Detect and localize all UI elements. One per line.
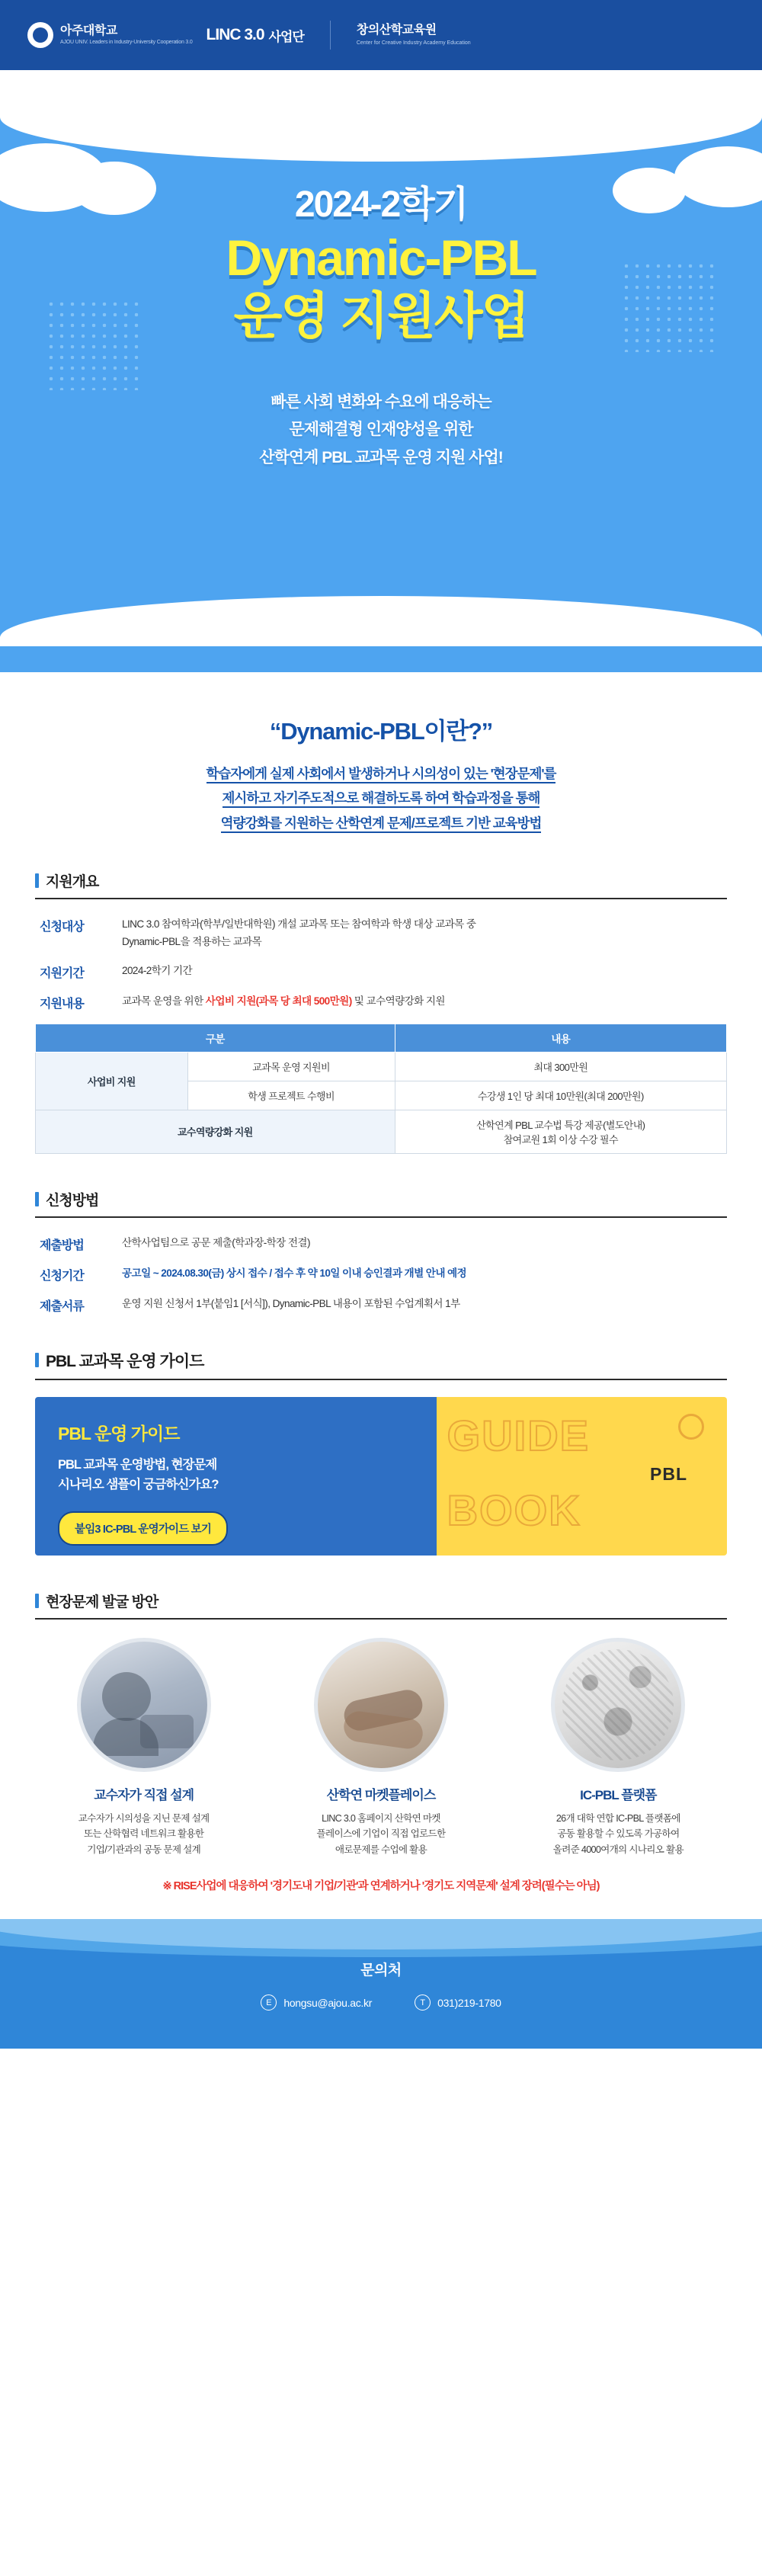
ajou-logo <box>27 22 193 48</box>
footer-email[interactable] <box>261 1994 372 2010</box>
guidebook-word-guide: GUIDE <box>447 1411 590 1459</box>
linc-logo <box>207 26 304 45</box>
table-cell-item-operation: 교과목 운영 지원비 <box>187 1052 395 1081</box>
section-bar-icon <box>35 873 39 888</box>
linc-mark: LINC 3.0 <box>206 26 264 43</box>
apply-row <box>40 1235 727 1253</box>
lightbulb-icon <box>678 1414 704 1440</box>
overview-value-period: 2024-2학기 기간 <box>122 964 193 976</box>
case-card-desc-line3: 올려준 4000여개의 시나리오 활용 <box>552 1844 684 1855</box>
overview-value-target <box>122 916 475 950</box>
guide-desc-line2: 시나리오 샘플이 궁금하신가요? <box>58 1477 219 1491</box>
definition-block <box>35 712 727 835</box>
section-heading-apply <box>35 1189 727 1218</box>
hero-bottom-strip <box>0 646 762 672</box>
overview-target-line1: LINC 3.0 참여학과(학부/일반대학원) 개설 교과목 또는 참여학과 학생 대상 교과목 중 <box>122 918 476 931</box>
apply-value-documents: 운영 지원 신청서 1부(붙임1 [서식]), Dynamic-PBL 내용이 포함된 수업계획서 1부 <box>122 1297 460 1309</box>
definition-line3: 역량강화를 지원하는 산학연계 문제/프로젝트 기반 교육방법 <box>221 815 542 833</box>
apply-row <box>40 1265 727 1283</box>
overview-label-content: 지원내용 <box>40 997 84 1011</box>
table-row <box>36 1110 727 1153</box>
ajou-emblem-icon <box>27 22 53 48</box>
center-name-en: Center for Creative Industry Academy Education <box>356 40 471 46</box>
table-cell-group-capacity: 교수역량강화 지원 <box>36 1110 395 1153</box>
section-heading-cases <box>35 1591 727 1620</box>
logo-group <box>27 21 471 50</box>
overview-content-prefix: 교과목 운영을 위한 <box>122 995 206 1007</box>
center-logo <box>357 24 471 46</box>
guide-banner[interactable] <box>35 1397 727 1556</box>
table-header-detail: 내용 <box>395 1024 726 1052</box>
case-card-desc-line1: 26개 대학 연합 IC-PBL 플랫폼에 <box>555 1812 680 1824</box>
ajou-name-en: AJOU UNIV. Leaders in Industry-University Cooperation 3.0 <box>60 39 193 45</box>
case-card-title: 산학연 마켓플레이스 <box>326 1787 436 1802</box>
overview-label-period: 지원기간 <box>40 966 84 980</box>
envelope-icon: E <box>261 1994 277 2010</box>
apply-label-documents: 제출서류 <box>40 1299 84 1313</box>
hero-banner <box>0 70 762 672</box>
apply-value-method: 산학사업팀으로 공문 제출(학과장-학장 전결) <box>122 1236 310 1248</box>
professor-at-desk-photo <box>77 1638 211 1772</box>
guide-desc-line1: PBL 교과목 운영방법, 현장문제 <box>58 1457 217 1472</box>
capacity-detail-line1: 산학연계 PBL 교수법 특강 제공(별도안내) <box>476 1119 645 1131</box>
table-cell-detail-project: 수강생 1인 당 최대 10만원(최대 200만원) <box>395 1081 726 1110</box>
cases-note: ※ RISE사업에 대응하여 '경기도내 기업/기관'과 연계하거나 '경기도 지역문제' 설계 장려(필수는 아님) <box>162 1880 600 1893</box>
footer <box>0 1919 762 2049</box>
footer-email-text: hongsu@ajou.ac.kr <box>283 1996 373 2009</box>
footer-phone[interactable] <box>415 1994 501 2010</box>
case-card <box>272 1638 489 1857</box>
hero-title <box>0 184 762 344</box>
case-card-desc-line3: 기업/기관과의 공동 문제 설계 <box>87 1844 201 1855</box>
guide-link-button[interactable]: 붙임3 IC-PBL 운영가이드 보기 <box>58 1511 228 1546</box>
hero-title-line2: Dynamic-PBL <box>226 229 536 286</box>
capacity-detail-line2: 참여교원 1회 이상 수강 필수 <box>503 1133 618 1145</box>
footer-title: 문의처 <box>360 1962 402 1979</box>
section-bar-icon <box>35 1353 39 1367</box>
section-title-apply: 신청방법 <box>46 1192 99 1209</box>
table-cell-item-project: 학생 프로젝트 수행비 <box>187 1081 395 1110</box>
hero-title-line3: 운영 지원사업 <box>233 287 529 344</box>
support-table <box>35 1024 727 1154</box>
table-cell-detail-operation: 최대 300만원 <box>395 1052 726 1081</box>
overview-row <box>40 916 727 950</box>
guide-banner-cover <box>437 1397 727 1556</box>
hero-subtitle-line3: 산학연계 PBL 교과목 운영 지원 사업! <box>259 449 503 467</box>
apply-rows <box>35 1235 727 1314</box>
definition-line1: 학습자에게 실제 사회에서 발생하거나 시의성이 있는 '현장문제'를 <box>207 766 556 783</box>
definition-line2: 제시하고 자기주도적으로 해결하도록 하여 학습과정을 통해 <box>223 790 540 808</box>
brand-header <box>0 0 762 70</box>
overview-rows <box>35 916 727 1011</box>
section-title-cases: 현장문제 발굴 방안 <box>46 1594 158 1610</box>
case-card-title: 교수자가 직접 설계 <box>94 1787 194 1802</box>
center-name-kr: 창의산학교육원 <box>356 24 437 37</box>
case-card-desc-line2: 플레이스에 기업이 직접 업로드한 <box>316 1828 446 1840</box>
telephone-icon: T <box>415 1994 431 2010</box>
case-card-desc-line2: 또는 산학협력 네트워크 활용한 <box>83 1828 204 1840</box>
hero-content <box>0 70 762 473</box>
section-heading-overview <box>35 870 727 899</box>
apply-label-period: 신청기간 <box>40 1269 84 1283</box>
section-heading-guide <box>35 1349 727 1380</box>
section-title-overview: 지원개요 <box>46 874 99 891</box>
idea-notes-photo <box>551 1638 685 1772</box>
table-header-row <box>36 1024 727 1052</box>
overview-row <box>40 963 727 981</box>
overview-content-suffix: 및 교수역량강화 지원 <box>351 995 445 1007</box>
apply-row <box>40 1296 727 1314</box>
footer-contacts <box>0 1994 762 2010</box>
table-header-category: 구분 <box>36 1024 395 1052</box>
table-cell-group-budget: 사업비 지원 <box>36 1052 188 1110</box>
table-cell-detail-capacity <box>395 1110 726 1153</box>
section-bar-icon <box>35 1192 39 1206</box>
overview-content-highlight: 사업비 지원(과목 당 최대 500만원) <box>205 995 352 1007</box>
apply-label-method: 제출방법 <box>40 1238 84 1252</box>
case-card-desc-line1: LINC 3.0 홈페이지 산학연 마켓 <box>322 1812 440 1824</box>
definition-description <box>35 761 727 835</box>
guidebook-pbl-label: PBL <box>650 1463 688 1484</box>
guide-description <box>58 1456 414 1495</box>
header-divider <box>330 21 331 50</box>
overview-label-target: 신청대상 <box>40 921 84 934</box>
guide-banner-left <box>35 1397 437 1556</box>
section-bar-icon <box>35 1594 39 1608</box>
hero-subtitle <box>0 389 762 473</box>
linc-suffix: 사업단 <box>268 29 304 44</box>
case-cards <box>35 1638 727 1857</box>
overview-value-content <box>122 993 445 1010</box>
hero-subtitle-line1: 빠른 사회 변화와 수요에 대응하는 <box>271 392 491 411</box>
overview-row <box>40 993 727 1011</box>
handshake-photo <box>314 1638 448 1772</box>
hero-title-line1: 2024-2학기 <box>294 184 468 225</box>
guide-title: PBL 운영 가이드 <box>58 1423 180 1443</box>
case-card-desc-line3: 애로문제를 수업에 활용 <box>335 1844 427 1855</box>
section-title-guide: PBL 교과목 운영 가이드 <box>46 1352 204 1370</box>
case-card-desc-line2: 공동 활용할 수 있도록 가공하여 <box>557 1828 680 1840</box>
main-content <box>0 712 762 1893</box>
case-card-desc-line1: 교수자가 시의성을 지닌 문제 설계 <box>78 1812 210 1824</box>
definition-question: “Dynamic-PBL이란?” <box>269 718 493 745</box>
guidebook-word-book: BOOK <box>447 1485 581 1534</box>
hero-subtitle-line2: 문제해결형 인재양성을 위한 <box>289 421 473 439</box>
ajou-name-kr: 아주대학교 <box>60 24 117 38</box>
case-card-title: IC-PBL 플랫폼 <box>580 1787 657 1802</box>
apply-value-period: 공고일 ~ 2024.08.30(금) 상시 접수 / 접수 후 약 10일 이내 승인결과 개별 안내 예정 <box>122 1267 467 1279</box>
case-card <box>510 1638 727 1857</box>
table-row <box>36 1052 727 1081</box>
footer-phone-text: 031)219-1780 <box>437 1996 501 2009</box>
overview-target-line2: Dynamic-PBL을 적용하는 교과목 <box>122 935 262 947</box>
footer-content <box>0 1919 762 2010</box>
case-card <box>35 1638 252 1857</box>
